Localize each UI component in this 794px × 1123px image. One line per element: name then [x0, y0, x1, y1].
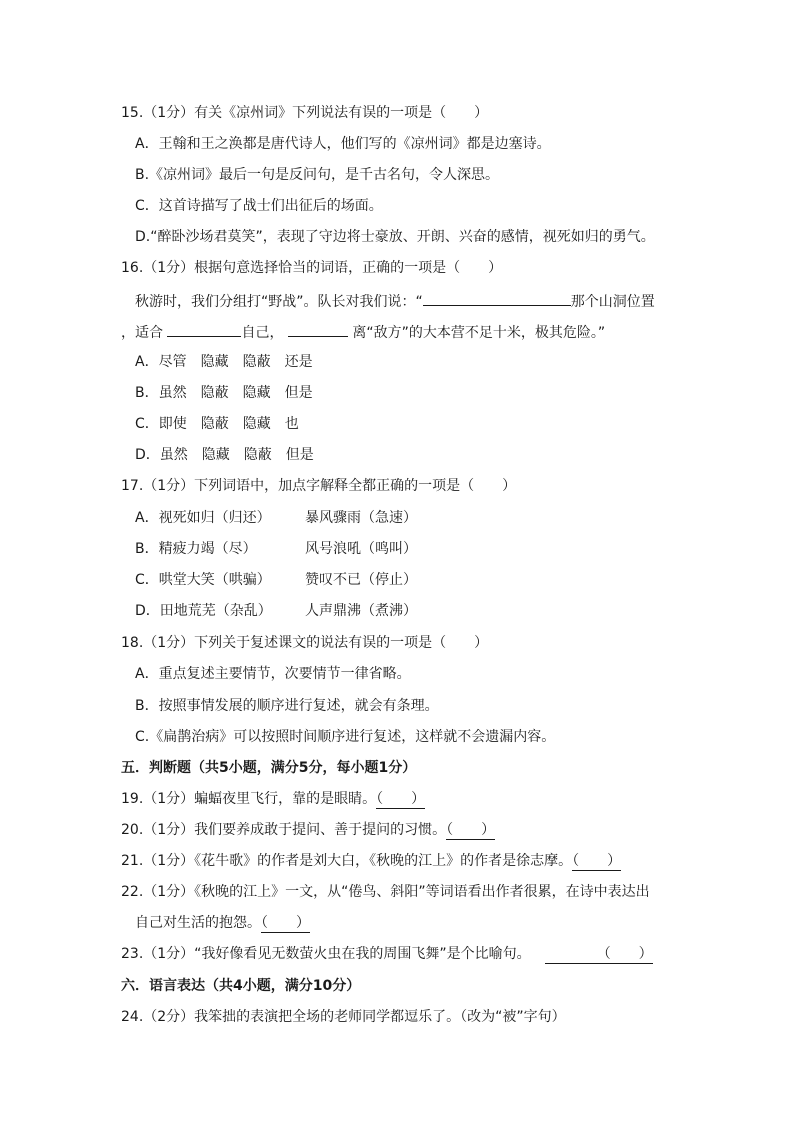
q16-passage-line-2 — [121, 320, 605, 343]
q16-option-c[interactable]: C．即使 隐蔽 隐藏 也 — [135, 416, 299, 432]
q16-passage-text: ，适合 — [121, 325, 163, 341]
q17-option-d[interactable] — [135, 601, 417, 621]
q15-stem: 15.（1分）有关《凉州词》下列说法有误的一项是（ ） — [121, 105, 489, 121]
q20 — [121, 820, 495, 840]
q18-option-c[interactable]: C.《扁鹊治病》可以按照时间顺序进行复述，这样就不会遗漏内容。 — [135, 729, 556, 745]
q17-option-a[interactable] — [135, 508, 417, 528]
q17-option-c-word-2: 赞叹不已（停止） — [305, 572, 417, 588]
q24: 24.（2分）我笨拙的表演把全场的老师同学都逗乐了。（改为“被”字句） — [121, 1009, 566, 1025]
q17-option-c[interactable] — [135, 570, 417, 590]
q20-answer-blank[interactable]: （ ） — [446, 822, 496, 838]
q16-blank-1[interactable] — [423, 289, 571, 306]
q22-text-2: 自己对生活的抱怨。 — [135, 915, 261, 931]
q17-option-b-word-2: 风号浪吼（鸣叫） — [305, 541, 417, 557]
q16-passage-text: 自己， — [241, 325, 284, 341]
q15-option-b[interactable]: B.《凉州词》最后一句是反问句，是千古名句，令人深思。 — [135, 167, 500, 183]
q22 — [121, 882, 650, 902]
section-5-heading: 五．判断题（共5小题，满分5分，每小题1分） — [121, 760, 417, 776]
q15-option-a[interactable]: A．王翰和王之涣都是唐代诗人，他们写的《凉州词》都是边塞诗。 — [135, 136, 551, 152]
q17-option-a-word-2: 暴风骤雨（急速） — [305, 510, 417, 526]
q18-option-a[interactable]: A．重点复述主要情节，次要情节一律省略。 — [135, 666, 411, 682]
q16-blank-2[interactable] — [167, 320, 241, 337]
q17-option-d-word-2: 人声鼎沸（煮沸） — [305, 603, 417, 619]
q17-option-d-word-1: D．田地荒芜（杂乱） — [135, 603, 272, 619]
q16-passage-line-1 — [135, 289, 655, 312]
section-6-heading: 六．语言表达（共4小题，满分10分） — [121, 978, 361, 994]
q23-answer-blank[interactable]: （ ） — [545, 946, 653, 964]
q16-option-a[interactable]: A．尽管 隐藏 隐蔽 还是 — [135, 354, 313, 370]
q17-option-b-word-1: B．精疲力竭（尽） — [135, 541, 257, 557]
q19-answer-blank[interactable]: （ ） — [376, 791, 426, 807]
q16-option-b[interactable]: B．虽然 隐蔽 隐藏 但是 — [135, 385, 313, 401]
q15-option-c[interactable]: C．这首诗描写了战士们出征后的场面。 — [135, 198, 383, 214]
q22-line-2 — [135, 913, 310, 933]
q23 — [121, 944, 653, 964]
q16-option-d[interactable]: D．虽然 隐藏 隐蔽 但是 — [135, 447, 314, 463]
q16-stem: 16.（1分）根据句意选择恰当的词语，正确的一项是（ ） — [121, 260, 503, 276]
q16-blank-3[interactable] — [288, 320, 348, 337]
q19 — [121, 789, 425, 809]
q17-option-b[interactable] — [135, 539, 417, 559]
q16-passage-text: 那个山洞位置 — [570, 294, 655, 310]
q22-answer-blank[interactable]: （ ） — [261, 915, 310, 931]
q20-text: 20.（1分）我们要养成敢于提问、善于提问的习惯。 — [121, 822, 447, 838]
q15-option-d[interactable]: D.“醉卧沙场君莫笑”，表现了守边将士豪放、开朗、兴奋的感情，视死如归的勇气。 — [135, 229, 655, 245]
q21-answer-blank[interactable]: （ ） — [572, 853, 622, 869]
q17-stem: 17.（1分）下列词语中，加点字解释全都正确的一项是（ ） — [121, 478, 517, 494]
q23-text: 23.（1分）“我好像看见无数萤火虫在我的周围飞舞”是个比喻句。 — [121, 946, 531, 962]
q16-passage-text: 离“敌方”的大本营不足十米，极其危险。” — [352, 325, 606, 341]
q22-text: 22.（1分）《秋晚的江上》一文，从“倦鸟、斜阳”等词语看出作者很累，在诗中表达出 — [121, 884, 650, 900]
q18-stem: 18.（1分）下列关于复述课文的说法有误的一项是（ ） — [121, 635, 489, 651]
q17-option-c-word-1: C．哄堂大笑（哄骗） — [135, 572, 271, 588]
q17-option-a-word-1: A．视死如归（归还） — [135, 510, 271, 526]
q16-passage-text: 秋游时，我们分组打“野战”。队长对我们说：“ — [135, 294, 423, 310]
q19-text: 19.（1分）蝙蝠夜里飞行，靠的是眼睛。 — [121, 791, 377, 807]
q21 — [121, 851, 621, 871]
q21-text: 21.（1分）《花牛歌》的作者是刘大白，《秋晚的江上》的作者是徐志摩。 — [121, 853, 573, 869]
q18-option-b[interactable]: B．按照事情发展的顺序进行复述，就会有条理。 — [135, 698, 439, 714]
